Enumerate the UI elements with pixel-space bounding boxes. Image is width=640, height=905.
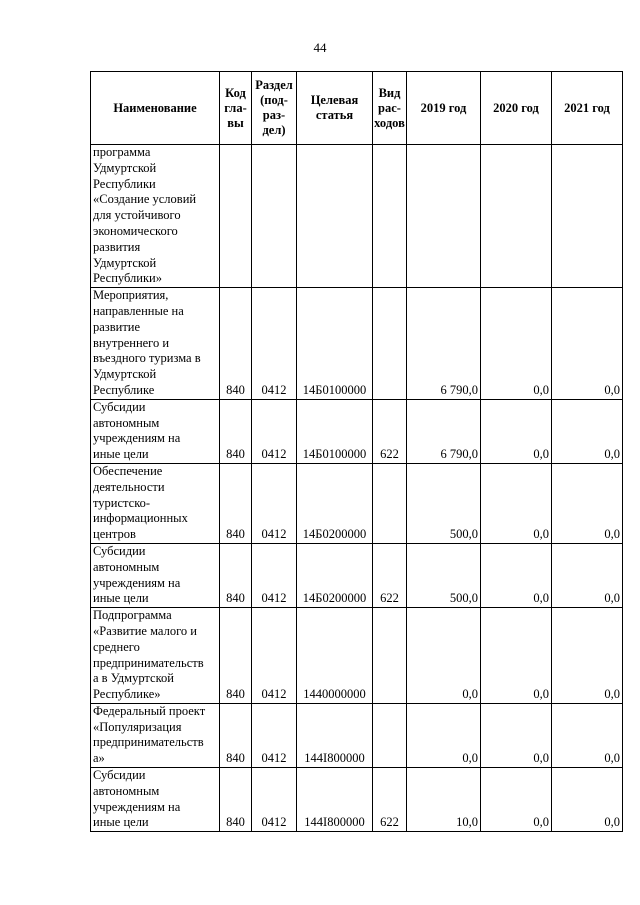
row-type xyxy=(373,145,407,288)
row-type xyxy=(373,703,407,767)
row-chapter: 840 xyxy=(220,399,252,463)
header-name: Наименование xyxy=(91,72,220,145)
row-section: 0412 xyxy=(252,608,297,704)
row-target: 144I800000 xyxy=(297,768,373,832)
row-2021: 0,0 xyxy=(552,399,623,463)
table-row xyxy=(91,608,623,704)
row-target: 14Б0100000 xyxy=(297,399,373,463)
row-2019: 6 790,0 xyxy=(407,399,481,463)
row-target: 144I800000 xyxy=(297,703,373,767)
row-target: 14Б0200000 xyxy=(297,543,373,607)
row-2019: 500,0 xyxy=(407,543,481,607)
row-chapter: 840 xyxy=(220,463,252,543)
row-name: Мероприятия, направленные на развитие внутреннего и въездного туризма в Удмуртской Республике xyxy=(91,288,220,400)
table-row xyxy=(91,703,623,767)
row-section: 0412 xyxy=(252,703,297,767)
row-target: 14Б0200000 xyxy=(297,463,373,543)
row-2021: 0,0 xyxy=(552,608,623,704)
row-target: 1440000000 xyxy=(297,608,373,704)
row-2019 xyxy=(407,145,481,288)
row-2021 xyxy=(552,145,623,288)
row-name: Подпрограмма «Развитие малого и среднего предпринимательств а в Удмуртской Республике» xyxy=(91,608,220,704)
table-row xyxy=(91,145,623,288)
row-2020: 0,0 xyxy=(481,543,552,607)
row-2019: 500,0 xyxy=(407,463,481,543)
row-section: 0412 xyxy=(252,543,297,607)
row-section xyxy=(252,145,297,288)
row-2019: 0,0 xyxy=(407,703,481,767)
row-2021: 0,0 xyxy=(552,703,623,767)
row-2019: 6 790,0 xyxy=(407,288,481,400)
row-type: 622 xyxy=(373,399,407,463)
header-year-2020: 2020 год xyxy=(481,72,552,145)
row-2020: 0,0 xyxy=(481,399,552,463)
row-name: Федеральный проект «Популяризация предпринимательств а» xyxy=(91,703,220,767)
row-2020: 0,0 xyxy=(481,703,552,767)
header-expense-type: Вид рас- ходов xyxy=(373,72,407,145)
row-2020 xyxy=(481,145,552,288)
row-name: Субсидии автономным учреждениям на иные цели xyxy=(91,399,220,463)
row-2021: 0,0 xyxy=(552,768,623,832)
row-target: 14Б0100000 xyxy=(297,288,373,400)
table-row xyxy=(91,543,623,607)
row-name: программа Удмуртской Республики «Создание условий для устойчивого экономического развития Удмуртской Республики» xyxy=(91,145,220,288)
table-header-row xyxy=(91,72,623,145)
row-2021: 0,0 xyxy=(552,463,623,543)
page-number: 44 xyxy=(313,40,327,55)
header-year-2021: 2021 год xyxy=(552,72,623,145)
row-2020: 0,0 xyxy=(481,288,552,400)
header-chapter-code: Код гла- вы xyxy=(220,72,252,145)
table-row xyxy=(91,288,623,400)
row-2020: 0,0 xyxy=(481,463,552,543)
row-type xyxy=(373,463,407,543)
row-2019: 10,0 xyxy=(407,768,481,832)
table-row xyxy=(91,768,623,832)
row-section: 0412 xyxy=(252,463,297,543)
row-name: Субсидии автономным учреждениям на иные цели xyxy=(91,768,220,832)
row-chapter: 840 xyxy=(220,703,252,767)
header-section: Раздел (под- раз- дел) xyxy=(252,72,297,145)
row-2019: 0,0 xyxy=(407,608,481,704)
row-name: Обеспечение деятельности туристско- информационных центров xyxy=(91,463,220,543)
row-chapter xyxy=(220,145,252,288)
row-section: 0412 xyxy=(252,399,297,463)
row-chapter: 840 xyxy=(220,288,252,400)
row-type xyxy=(373,288,407,400)
row-type: 622 xyxy=(373,543,407,607)
header-target-item: Целевая статья xyxy=(297,72,373,145)
row-target xyxy=(297,145,373,288)
row-2021: 0,0 xyxy=(552,288,623,400)
row-name: Субсидии автономным учреждениям на иные цели xyxy=(91,543,220,607)
row-section: 0412 xyxy=(252,768,297,832)
row-2021: 0,0 xyxy=(552,543,623,607)
row-chapter: 840 xyxy=(220,543,252,607)
budget-table xyxy=(90,71,623,832)
table-row xyxy=(91,463,623,543)
row-type: 622 xyxy=(373,768,407,832)
header-year-2019: 2019 год xyxy=(407,72,481,145)
row-type xyxy=(373,608,407,704)
table-row xyxy=(91,399,623,463)
row-section: 0412 xyxy=(252,288,297,400)
row-chapter: 840 xyxy=(220,768,252,832)
row-2020: 0,0 xyxy=(481,608,552,704)
row-2020: 0,0 xyxy=(481,768,552,832)
row-chapter: 840 xyxy=(220,608,252,704)
